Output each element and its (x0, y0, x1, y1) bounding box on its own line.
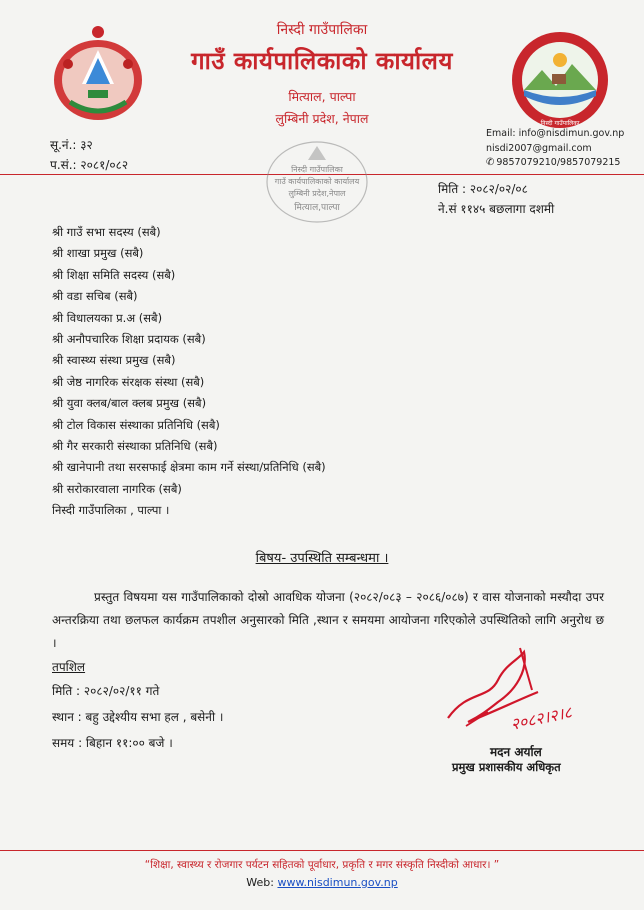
website-link[interactable]: www.nisdimun.gov.np (277, 876, 398, 889)
body-text: प्रस्तुत विषयमा यस गाउँपालिकाको दोस्रो आवधिक योजना (२०८२/०८३ – २०८६/०८७) र वास योजनाको मस्यौदा उपर अन्तरक्रिया तथा छलफल कार्यक्रम तपशील अनुसारको मिति ,स्थान र समयमा आयोजना गरिएकोले उपस्थितिको लागि अनुरोध छ । (52, 590, 604, 650)
contact-email-primary[interactable]: Email: info@nisdimun.gov.np (486, 128, 625, 139)
recipient-item: श्री विधालयका प्र.अ (सबै) (52, 310, 163, 325)
recipient-item: निस्दी गाउँपालिका , पाल्पा । (52, 503, 170, 518)
recipient-item: श्री युवा क्लब/बाल क्लब प्रमुख (सबै) (52, 396, 207, 411)
office-location-line1: मित्याल, पाल्पा (288, 89, 356, 104)
footer-motto: “शिक्षा, स्वास्थ्य र रोजगार पर्यटन सहितको पूर्वाधार, प्रकृति र मगर संस्कृति निस्दीको आधार। ” (144, 859, 500, 871)
event-venue: स्थान : बहु उद्देश्यीय सभा हल , बसेनी । (52, 710, 224, 724)
recipient-item: श्री वडा सचिब (सबै) (52, 289, 138, 304)
footer-website (0, 876, 644, 889)
recipient-item: श्री शिक्षा समिति सदस्य (सबै) (52, 267, 176, 282)
recipient-item: श्री गाउँ सभा सदस्य (सबै) (52, 225, 161, 239)
footer-divider (0, 850, 644, 851)
event-date: मिति : २०८२/०२/११ गते (52, 684, 160, 698)
signatory-post: प्रमुख प्रशासकीय अधिकृत (452, 760, 561, 774)
recipient-item: श्री शाखा प्रमुख (सबै) (52, 246, 144, 261)
office-location-line2: लुम्बिनी प्रदेश, नेपाल (275, 111, 369, 126)
recipient-item: श्री गैर सरकारी संस्थाका प्रतिनिधि (सबै) (52, 438, 218, 453)
office-title: गाउँ कार्यपालिकाको कार्यालय (191, 47, 453, 75)
contact-phone (486, 157, 620, 168)
logo-bottom-text: निस्दी गाउँपालिका (540, 120, 580, 127)
fiscal-year: प.सं.: २०८१/०८२ (50, 158, 129, 172)
recipient-item: श्री स्वास्थ्य संस्था प्रमुख (सबै) (52, 353, 176, 368)
contact-email-secondary[interactable]: nisdi2007@gmail.com (486, 143, 592, 154)
office-name: निस्दी गाउँपालिका (276, 22, 368, 38)
footer-web-label: Web: (246, 876, 274, 889)
signatory-name: मदन अर्याल (490, 745, 542, 759)
subject-line (0, 548, 644, 566)
handwritten-signature (428, 630, 598, 750)
contact-phone-number: 9857079210/9857079215 (496, 157, 621, 168)
details-heading: तपशिल (52, 660, 86, 674)
stamp-line3: लुम्बिनी प्रदेश,नेपाल (288, 189, 346, 198)
recipient-item: श्री जेष्ठ नागरिक संरक्षक संस्था (सबै) (52, 374, 205, 389)
recipient-list (52, 222, 326, 521)
signature-date: २०८२।२।८ (508, 702, 574, 734)
phone-icon: ✆ (486, 157, 495, 168)
stamp-line4: मित्याल,पाल्पा (294, 203, 340, 213)
stamp-line1: निस्दी गाउँपालिका (291, 165, 343, 174)
stamp-line2: गाउँ कार्यपालिकाको कार्यालय (274, 177, 360, 186)
letter-date: मिति : २०८२/०२/०८ (438, 182, 528, 196)
recipient-item: श्री अनौपचारिक शिक्षा प्रदायक (सबै) (52, 331, 206, 346)
recipient-item: श्री टोल विकास संस्थाका प्रतिनिधि (सबै) (52, 417, 220, 432)
nepal-sambat-date: ने.सं ११४५ बछलागा दशमी (438, 202, 555, 216)
subject-text: बिषय- उपस्थिति सम्बन्धमा । (255, 551, 389, 566)
letter-number: सू.नं.: ३२ (50, 138, 93, 152)
recipient-item: श्री खानेपानी तथा सरसफाई क्षेत्रमा काम गर्ने संस्था/प्रतिनिधि (सबै) (52, 460, 326, 475)
recipient-item: श्री सरोकारवाला नागरिक (सबै) (52, 481, 182, 496)
office-stamp-icon (262, 140, 372, 230)
event-time: समय : बिहान ११:०० बजे । (52, 736, 173, 750)
